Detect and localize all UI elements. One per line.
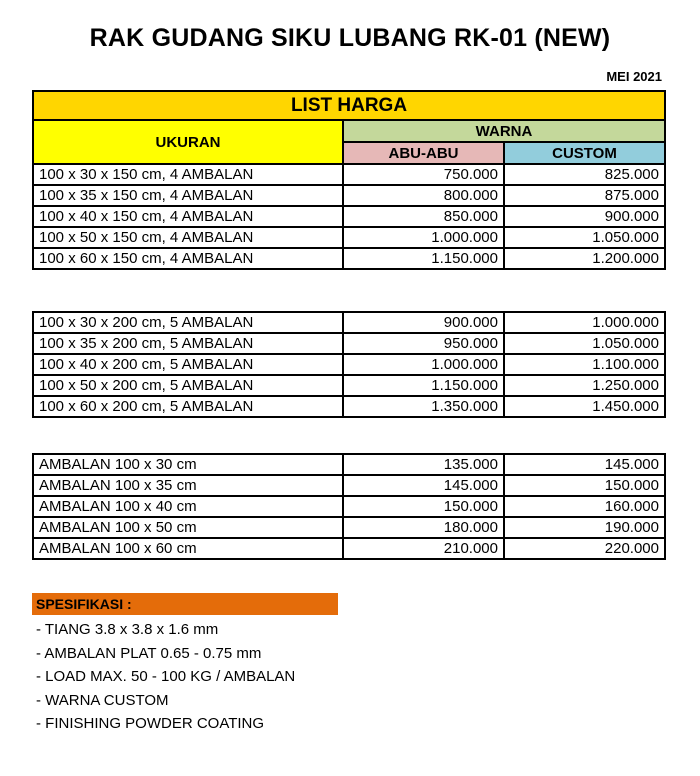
price-row — [33, 396, 665, 417]
price-row — [33, 164, 665, 185]
size-cell: 100 x 60 x 200 cm, 5 AMBALAN — [33, 396, 343, 417]
abu-abu-price: 850.000 — [343, 206, 504, 227]
list-harga-header: LIST HARGA — [33, 91, 665, 120]
abu-abu-price: 135.000 — [343, 454, 504, 475]
price-row — [33, 354, 665, 375]
price-row — [33, 185, 665, 206]
abu-abu-price: 210.000 — [343, 538, 504, 559]
abu-abu-price: 150.000 — [343, 496, 504, 517]
spec-item: - WARNA CUSTOM — [36, 691, 169, 709]
custom-price: 150.000 — [504, 475, 665, 496]
date-label: MEI 2021 — [606, 69, 662, 84]
size-cell: 100 x 60 x 150 cm, 4 AMBALAN — [33, 248, 343, 269]
abu-abu-price: 1.350.000 — [343, 396, 504, 417]
spec-item: - LOAD MAX. 50 - 100 KG / AMBALAN — [36, 668, 296, 685]
custom-price: 900.000 — [504, 206, 665, 227]
size-cell: AMBALAN 100 x 60 cm — [33, 538, 343, 559]
custom-price: 875.000 — [504, 185, 665, 206]
abu-abu-price: 950.000 — [343, 333, 504, 354]
custom-header: CUSTOM — [504, 142, 665, 164]
custom-price: 1.100.000 — [504, 354, 665, 375]
custom-price: 145.000 — [504, 454, 665, 475]
size-cell: 100 x 40 x 150 cm, 4 AMBALAN — [33, 206, 343, 227]
spec-list — [36, 618, 295, 736]
custom-price: 190.000 — [504, 517, 665, 538]
spec-item: - FINISHING POWDER COATING — [36, 715, 265, 732]
custom-price: 1.050.000 — [504, 333, 665, 354]
abu-abu-price: 145.000 — [343, 475, 504, 496]
size-cell: 100 x 30 x 150 cm, 4 AMBALAN — [33, 164, 343, 185]
custom-price: 1.250.000 — [504, 375, 665, 396]
custom-price: 160.000 — [504, 496, 665, 517]
page-title: RAK GUDANG SIKU LUBANG RK-01 (NEW) — [89, 24, 611, 52]
abu-abu-price: 800.000 — [343, 185, 504, 206]
abu-abu-price: 1.000.000 — [343, 227, 504, 248]
price-row — [33, 227, 665, 248]
price-table-5-ambalan — [32, 311, 666, 418]
ukuran-header: UKURAN — [33, 120, 343, 164]
price-row — [33, 375, 665, 396]
abu-abu-price: 1.150.000 — [343, 248, 504, 269]
price-row — [33, 312, 665, 333]
size-cell: 100 x 35 x 200 cm, 5 AMBALAN — [33, 333, 343, 354]
custom-price: 220.000 — [504, 538, 665, 559]
price-table-ambalan — [32, 453, 666, 560]
price-row — [33, 248, 665, 269]
price-row — [33, 496, 665, 517]
abu-abu-price: 1.000.000 — [343, 354, 504, 375]
size-cell: 100 x 40 x 200 cm, 5 AMBALAN — [33, 354, 343, 375]
size-cell: 100 x 50 x 200 cm, 5 AMBALAN — [33, 375, 343, 396]
custom-price: 1.000.000 — [504, 312, 665, 333]
size-cell: AMBALAN 100 x 30 cm — [33, 454, 343, 475]
price-table-4-ambalan — [32, 90, 666, 270]
custom-price: 825.000 — [504, 164, 665, 185]
spec-item: - AMBALAN PLAT 0.65 - 0.75 mm — [36, 644, 262, 662]
custom-price: 1.050.000 — [504, 227, 665, 248]
size-cell: 100 x 50 x 150 cm, 4 AMBALAN — [33, 227, 343, 248]
abu-abu-price: 180.000 — [343, 517, 504, 538]
price-row — [33, 454, 665, 475]
price-row — [33, 517, 665, 538]
size-cell: AMBALAN 100 x 50 cm — [33, 517, 343, 538]
price-row — [33, 333, 665, 354]
abu-abu-price: 750.000 — [343, 164, 504, 185]
size-cell: 100 x 35 x 150 cm, 4 AMBALAN — [33, 185, 343, 206]
size-cell: AMBALAN 100 x 40 cm — [33, 496, 343, 517]
custom-price: 1.200.000 — [504, 248, 665, 269]
abu-abu-price: 1.150.000 — [343, 375, 504, 396]
spec-item: - TIANG 3.8 x 3.8 x 1.6 mm — [36, 621, 219, 638]
price-row — [33, 475, 665, 496]
size-cell: AMBALAN 100 x 35 cm — [33, 475, 343, 496]
price-row — [33, 206, 665, 227]
abu-abu-price: 900.000 — [343, 312, 504, 333]
warna-header: WARNA — [343, 120, 665, 142]
spesifikasi-header: SPESIFIKASI : — [32, 593, 338, 615]
price-row — [33, 538, 665, 559]
custom-price: 1.450.000 — [504, 396, 665, 417]
size-cell: 100 x 30 x 200 cm, 5 AMBALAN — [33, 312, 343, 333]
abu-abu-header: ABU-ABU — [343, 142, 504, 164]
